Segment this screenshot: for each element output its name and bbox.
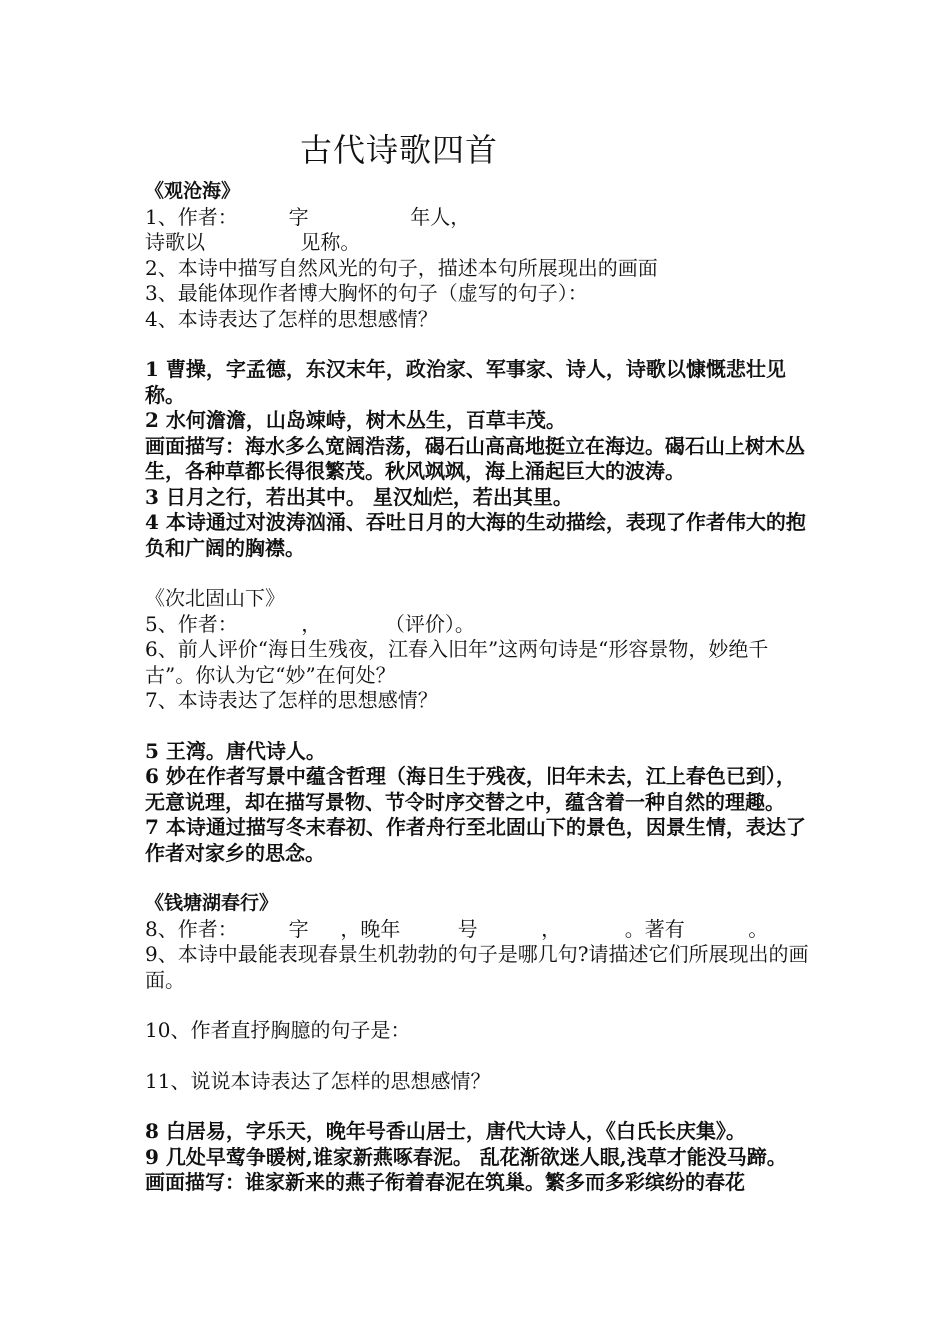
question-10: 10、作者直抒胸臆的句子是： <box>145 1018 411 1042</box>
question-4: 4、本诗表达了怎样的思想感情？ <box>145 306 438 331</box>
question-7: 7、本诗表达了怎样的思想感情？ <box>145 688 438 712</box>
answer-2: 2 水何澹澹，山岛竦峙，树木丛生，百草丰茂。 <box>145 408 566 432</box>
section-heading-guancanghai: 《观沧海》 <box>145 180 241 202</box>
answer-2-description: 画面描写：海水多么宽阔浩荡，碣石山高高地挺立在海边。碣石山上树木丛生，各种草都长得很繁茂。秋风飒飒，海上涌起巨大的波涛。 <box>145 433 805 483</box>
answer-9: 9 几处早莺争暖树,谁家新燕啄春泥。 乱花渐欲迷人眼,浅草才能没马蹄。 <box>145 1144 787 1169</box>
section-heading-qiantanghuchunxing: 《钱塘湖春行》 <box>145 892 279 914</box>
question-1b: 诗歌以 见称。 <box>145 230 361 254</box>
answer-9-description: 画面描写：谁家新来的燕子衔着春泥在筑巢。繁多而多彩缤纷的春花 <box>145 1170 745 1194</box>
document-page <box>145 118 810 1196</box>
question-1a: 1、作者： 字 年人， <box>145 204 471 229</box>
question-9: 9、本诗中最能表现春景生机勃勃的句子是哪几句?请描述它们所展现出的画面。 <box>145 942 809 992</box>
question-2: 2、本诗中描写自然风光的句子，描述本句所展现出的画面 <box>145 255 658 280</box>
question-5: 5、作者： ， （评价）。 <box>145 611 475 636</box>
answer-8: 8 白居易，字乐天，晚年号香山居士，唐代大诗人，《白氏长庆集》。 <box>145 1119 746 1143</box>
answer-7: 7 本诗通过描写冬末春初、作者舟行至北固山下的景色，因景生情，表达了作者对家乡的思念。 <box>145 815 806 865</box>
section-heading-cibeigushanxia: 《次北固山下》 <box>145 586 285 610</box>
answer-5: 5 王湾。唐代诗人。 <box>145 738 326 763</box>
answer-1: 1 曹操，字孟德，东汉末年，政治家、军事家、诗人，诗歌以慷慨悲壮见称。 <box>145 357 786 407</box>
question-11: 11、说说本诗表达了怎样的思想感情？ <box>145 1068 491 1093</box>
answer-6: 6 妙在作者写景中蕴含哲理（海日生于残夜，旧年未去，江上春色已到），无意说理，却在描写景物、节令时序交替之中，蕴含着一种自然的理趣。 <box>145 764 796 814</box>
page-title: 古代诗歌四首 <box>300 131 499 169</box>
question-6: 6、前人评价“海日生残夜，江春入旧年”这两句诗是“形容景物，妙绝千古”。你认为它“妙”在何处？ <box>145 637 769 687</box>
question-3: 3、最能体现作者博大胸怀的句子（虚写的句子）： <box>145 281 588 305</box>
question-8: 8、作者： 字 ，晚年 号 ， 。著有 。 <box>145 916 769 941</box>
answer-4: 4 本诗通过对波涛汹涌、吞吐日月的大海的生动描绘，表现了作者伟大的抱负和广阔的胸襟。 <box>145 510 806 560</box>
answer-3: 3 日月之行，若出其中。 星汉灿烂，若出其里。 <box>145 484 573 509</box>
